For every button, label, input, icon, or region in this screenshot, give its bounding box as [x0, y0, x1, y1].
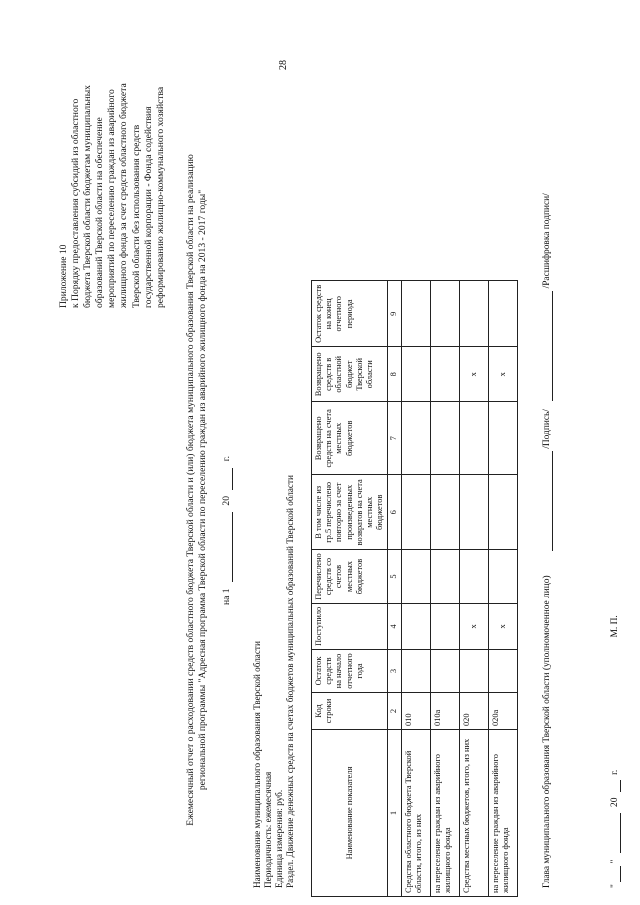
table-cell	[430, 281, 459, 347]
table-cell: x	[488, 347, 517, 402]
column-number: 3	[388, 650, 401, 693]
date-quote-open: "	[610, 884, 620, 888]
table-row	[401, 281, 430, 897]
appendix-line: образований Тверской области на обеспечение	[94, 117, 106, 308]
column-number: 7	[388, 402, 401, 475]
row-name: Средства местных бюджетов, итого, из них	[459, 730, 488, 897]
date-day-blank	[610, 866, 621, 882]
table-cell	[401, 281, 430, 347]
column-number: 9	[388, 281, 401, 347]
signature-line	[542, 193, 553, 888]
table-cell	[401, 475, 430, 550]
table-cell	[459, 550, 488, 603]
header-cell: Поступило	[312, 603, 388, 649]
table-cell	[401, 603, 430, 649]
row-code: 020	[459, 693, 488, 730]
date-suffix: г.	[610, 769, 620, 775]
stamp-label: М. П.	[610, 615, 620, 638]
table-cell	[430, 475, 459, 550]
row-code: 010	[401, 693, 430, 730]
column-number: 4	[388, 603, 401, 649]
period-suffix: г.	[221, 455, 232, 462]
table-row	[430, 281, 459, 897]
appendix-line: к Порядку предоставления субсидий из областного	[70, 98, 82, 308]
decoding-label: /Расшифровка подписи/	[542, 193, 552, 289]
decoding-blank	[542, 291, 553, 401]
table-row	[459, 281, 488, 897]
table-cell	[459, 281, 488, 347]
table-cell: x	[488, 603, 517, 649]
appendix-line: реформированию жилищно-коммунального хозяйства	[154, 86, 166, 308]
table-cell: x	[459, 347, 488, 402]
report-period	[221, 456, 233, 605]
period-year: 20	[221, 496, 232, 506]
table-cell	[401, 347, 430, 402]
column-number: 2	[388, 693, 401, 730]
header-cell: Остаток средств на начало отчетного года	[312, 650, 388, 693]
header-cell: Возвращено средств на счета местных бюджетов	[312, 402, 388, 475]
report-title-line: региональной программы "Адресная программа Тверской области по переселению граждан из аварийного жилищного фонда на 2013 - 2017 годы"	[197, 189, 208, 791]
appendix-line: жилищного фонда за счет средств областного бюджета	[118, 83, 130, 308]
table-cell	[488, 281, 517, 347]
table-cell	[401, 650, 430, 693]
header-cell: Остаток средств на конец отчетного периода	[312, 281, 388, 347]
header-cell: Наименование показателя	[312, 730, 388, 897]
table-header-row	[312, 281, 388, 897]
date-stamp-line	[610, 615, 621, 888]
section-label: Раздел. Движение денежных средств на счетах бюджетов муниципальных образований Тверской области	[284, 475, 295, 888]
table-cell	[488, 475, 517, 550]
column-number: 8	[388, 347, 401, 402]
header-cell: Возвращено средств в областной бюджет Тверской области	[312, 347, 388, 402]
head-label: Глава муниципального образования Тверской области (уполномоченное лицо)	[542, 575, 552, 888]
table-cell: x	[459, 603, 488, 649]
row-code: 010а	[430, 693, 459, 730]
table-cell	[430, 650, 459, 693]
date-year-blank	[610, 780, 621, 792]
municipality-label: Наименование муниципального образования Тверской области	[252, 641, 262, 888]
table-cell	[459, 402, 488, 475]
table-cell	[459, 650, 488, 693]
table-row	[488, 281, 517, 897]
signature-blank	[542, 451, 553, 551]
table-cell	[430, 550, 459, 603]
page-number: 28	[278, 60, 289, 70]
unit-label: Единица измерения: руб.	[273, 789, 284, 888]
column-number: 5	[388, 550, 401, 603]
appendix-line: государственной корпорации - Фонда содействия	[142, 106, 154, 308]
appendix-block	[58, 43, 167, 308]
appendix-line: мероприятий по переселению граждан из аварийного	[106, 89, 118, 308]
row-name: на переселение граждан из аварийного жилищного фонда	[488, 730, 517, 897]
appendix-line: бюджета Тверской области бюджетам муниципальных	[82, 85, 94, 308]
date-quote-close: "	[610, 859, 620, 864]
table-cell	[488, 402, 517, 475]
appendix-line: Тверской области без использования средств	[130, 124, 142, 308]
table-cell	[430, 347, 459, 402]
row-name: на переселение граждан из аварийного жилищного фонда	[430, 730, 459, 897]
table-cell	[488, 650, 517, 693]
appendix-title: Приложение 10	[58, 244, 69, 308]
table-cell	[401, 550, 430, 603]
table-cell	[488, 550, 517, 603]
column-number-row	[388, 281, 401, 897]
table-cell	[430, 603, 459, 649]
signature-label: /Подпись/	[542, 409, 552, 449]
report-fields	[252, 475, 296, 888]
column-number: 1	[388, 730, 401, 897]
period-prefix: на 1	[221, 588, 232, 605]
row-name: Средства областного бюджета Тверской области, итого, из них	[401, 730, 430, 897]
header-cell: Перечислено средств со счетов местных бюджетов	[312, 550, 388, 603]
period-day-blank	[221, 512, 233, 582]
report-title-line: Ежемесячный отчет о расходовании средств областного бюджета Тверской области и (или) бюджета муниципального образования Тверской области на реализацию	[185, 154, 196, 826]
period-year-blank	[221, 468, 233, 490]
header-cell: Код строки	[312, 693, 388, 730]
report-title	[185, 145, 209, 835]
date-year: 20	[610, 797, 620, 807]
row-code: 020а	[488, 693, 517, 730]
report-table	[311, 280, 518, 897]
column-number: 6	[388, 475, 401, 550]
table-cell	[430, 402, 459, 475]
periodicity-label: Периодичность: ежемесячная	[262, 771, 273, 888]
date-month-blank	[610, 813, 621, 853]
table-cell	[401, 402, 430, 475]
table-cell	[459, 475, 488, 550]
header-cell: В том числе из гр.5 перечислено повторно за счет произведенных возвратов на счета местных бюджетов	[312, 475, 388, 550]
